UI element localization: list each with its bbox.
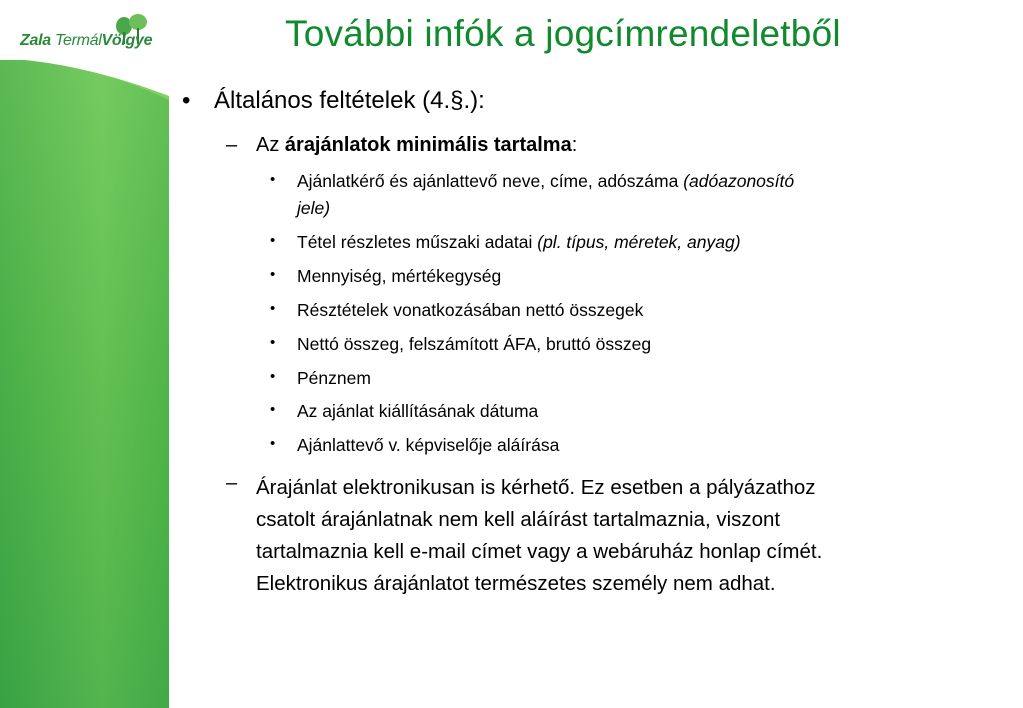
list-item-text: Pénznem (297, 368, 371, 388)
item-italic: (pl. típus, méretek, anyag) (537, 232, 741, 252)
list-item-text (297, 171, 794, 192)
logo-part-volgye: Völgye (101, 32, 153, 49)
paragraph-line: Árajánlat elektronikusan is kérhető. Ez esetben a pályázathoz (256, 476, 816, 499)
sub-bullet-1-text (256, 134, 577, 157)
bullet-dot: • (270, 300, 276, 317)
bullet-dot: • (270, 401, 276, 418)
logo-part-zala: Zala (20, 32, 51, 49)
list-item-text: Az ajánlat kiállításának dátuma (297, 401, 539, 421)
item-text: Tétel részletes műszaki adatai (297, 232, 538, 252)
paragraph-line: csatolt árajánlatnak nem kell aláírást tartalmaznia, viszont (256, 508, 781, 531)
main-bullet-text: Általános feltételek (4.§.): (214, 87, 485, 114)
item-text: Ajánlatkérő és ajánlattevő neve, címe, adószáma (297, 171, 684, 191)
slide-title: További infók a jogcímrendeletből (285, 13, 841, 54)
sub1-prefix: Az (256, 134, 285, 156)
bullet-dot: • (270, 266, 276, 283)
logo-part-termal: Termál (54, 32, 102, 49)
item-italic-line2: jele) (297, 198, 331, 218)
bullet-dot: • (270, 368, 276, 385)
sub1-bold: árajánlatok minimális tartalma (284, 134, 572, 156)
list-item-text: Résztételek vonatkozásában nettó összegek (297, 300, 644, 320)
bullet-dot: • (270, 435, 276, 452)
sub-bullet-2-text (256, 472, 996, 600)
bullet-dot: • (270, 171, 276, 188)
dash-marker: – (226, 134, 238, 156)
bullet-dot: • (182, 87, 191, 114)
paragraph-line: Elektronikus árajánlatot természetes személy nem adhat. (256, 572, 776, 595)
list-item-text (297, 232, 741, 253)
list-item-text: Ajánlattevő v. képviselője aláírása (297, 435, 560, 455)
sub1-suffix: : (571, 134, 578, 156)
item-italic: (adóazonosító (683, 171, 795, 191)
list-item-text: Mennyiség, mértékegység (297, 266, 502, 286)
bullet-dot: • (270, 232, 276, 249)
dash-marker: – (226, 472, 238, 494)
list-item-text: Nettó összeg, felszámított ÁFA, bruttó összeg (297, 334, 652, 354)
bullet-dot: • (270, 334, 276, 351)
paragraph-line: tartalmaznia kell e-mail címet vagy a webáruház honlap címét. (256, 540, 823, 563)
